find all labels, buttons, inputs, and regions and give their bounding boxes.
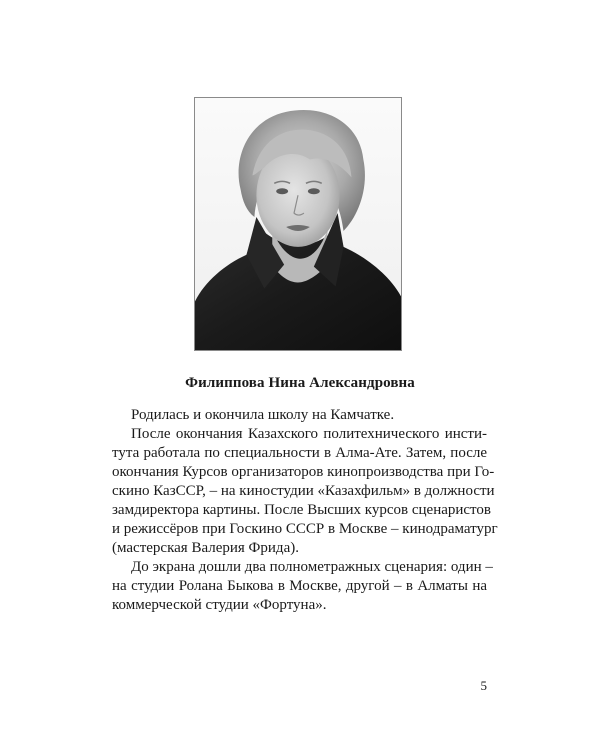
person-name: Филиппова Нина Александровна bbox=[185, 375, 415, 391]
bio-line: замдиректора картины. После Высших курсов сценаристов bbox=[112, 502, 491, 518]
bio-line: тута работала по специальности в Алма-Ате. Затем, после bbox=[112, 445, 487, 461]
portrait-photo bbox=[194, 97, 402, 351]
bio-line: (мастерская Валерия Фрида). bbox=[112, 540, 299, 556]
biography-text bbox=[112, 406, 498, 615]
bio-line: и режиссёров при Госкино СССР в Москве – кинодраматург bbox=[112, 521, 498, 537]
bio-line: на студии Ролана Быкова в Москве, другой – в Алматы на bbox=[112, 578, 487, 594]
bio-line: После окончания Казахского политехнического инсти- bbox=[131, 426, 487, 442]
bio-line: Родилась и окончила школу на Камчатке. bbox=[131, 407, 395, 423]
bio-line: До экрана дошли два полнометражных сценария: один – bbox=[131, 559, 493, 575]
page-number: 5 bbox=[480, 678, 487, 693]
bio-line: коммерческой студии «Фортуна». bbox=[112, 597, 327, 613]
bio-line: скино КазССР, – на киностудии «Казахфильм» в должности bbox=[112, 483, 495, 499]
portrait-photo-icon bbox=[195, 98, 401, 350]
bio-line: окончания Курсов организаторов кинопроизводства при Го- bbox=[112, 464, 495, 480]
